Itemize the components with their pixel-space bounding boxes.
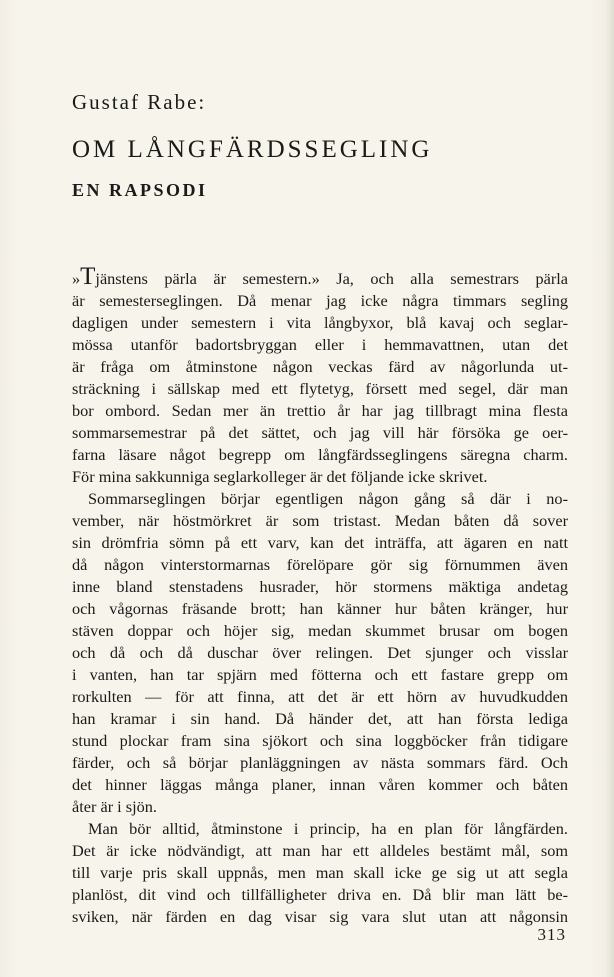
text-line: färder, och så börjar planläggningen av nästa sommars färd. Och (72, 753, 568, 772)
text-line: Sommarseglingen börjar egentligen någon gång så där i no- (88, 489, 568, 508)
text-line: det hinner läggas många planer, innan våren kommer och båten (72, 775, 568, 794)
opening-quote: » (72, 269, 81, 288)
text-line: vember, när höstmörkret är som tristast. Medan båten då sover (72, 511, 568, 530)
article-subtitle: EN RAPSODI (72, 180, 208, 200)
page-number: 313 (537, 925, 566, 944)
drop-capital: T (80, 266, 96, 290)
text-line: är fråga om åtminstone någon veckas färd av någorlunda ut- (72, 357, 568, 376)
text-line: sommarsemestrar på det sättet, och jag vill här försöka ge oer- (72, 423, 568, 442)
text-line: rorkulten — för att finna, att det är ett hörn av huvudkudden (72, 687, 568, 706)
first-line (72, 266, 568, 290)
text-line: och då och då duschar över relingen. Det sjunger och visslar (72, 643, 568, 662)
text-line: Det är icke nödvändigt, att man har ett alldeles bestämt mål, som (72, 841, 568, 860)
text-line: i vanten, han tar spjärn med fötterna och ett fastare grepp om (72, 665, 568, 684)
text-line: Man bör alltid, åtminstone i princip, ha en plan för långfärden. (88, 819, 568, 838)
author-name: Gustaf Rabe: (72, 90, 207, 114)
text-line: För mina sakkunniga seglarkolleger är det följande icke skrivet. (72, 467, 488, 486)
text-line: mössa utanför badortsbryggan eller i hemmavattnen, utan det (72, 335, 568, 354)
text-line: då någon vinterstormarnas förelöpare gör sig förnummen även (72, 555, 568, 574)
article-title: OM LÅNGFÄRDSSEGLING (72, 136, 433, 163)
page-edge-shadow (606, 0, 614, 977)
text-line: planlöst, dit vind och tillfälligheter driva en. Då blir man lätt be- (72, 885, 568, 904)
text-line: sin drömfria sömn på ett varv, kan det inträffa, att ägaren en natt (72, 533, 568, 552)
text-line: dagligen under semestern i vita långbyxor, blå kavaj och seglar- (72, 313, 568, 332)
text-line: åter är i sjön. (72, 797, 157, 816)
text-line: stäven doppar och höjer sig, medan skummet brusar om bogen (72, 621, 568, 640)
text-line: och vågornas fräsande brott; han känner hur båten kränger, hur (72, 599, 568, 618)
first-line-text: jänstens pärla är semestern.» Ja, och alla semestrars pärla (95, 269, 568, 288)
article-body (72, 266, 568, 928)
text-line: han kramar i sin hand. Då händer det, att han första lediga (72, 709, 568, 728)
text-line: farna läsare något begrepp om långfärdsseglingens säregna charm. (72, 445, 568, 464)
text-line: inne bland stenstadens husrader, hör stormens mäktiga andetag (72, 577, 568, 596)
text-line: till varje pris skall uppnås, men man skall icke ge sig ut att segla (72, 863, 568, 882)
text-line: stund plockar fram sina sjökort och sina loggböcker från tidigare (72, 731, 568, 750)
text-line: sviken, när färden en dag visar sig vara slut utan att någonsin (72, 907, 568, 926)
text-line: är semesterseglingen. Då menar jag icke några timmars segling (72, 291, 568, 310)
text-line: sträckning i sällskap med ett flytetyg, försett med segel, där man (72, 379, 568, 398)
text-line: bor ombord. Sedan mer än trettio år har jag tillbragt mina flesta (72, 401, 568, 420)
